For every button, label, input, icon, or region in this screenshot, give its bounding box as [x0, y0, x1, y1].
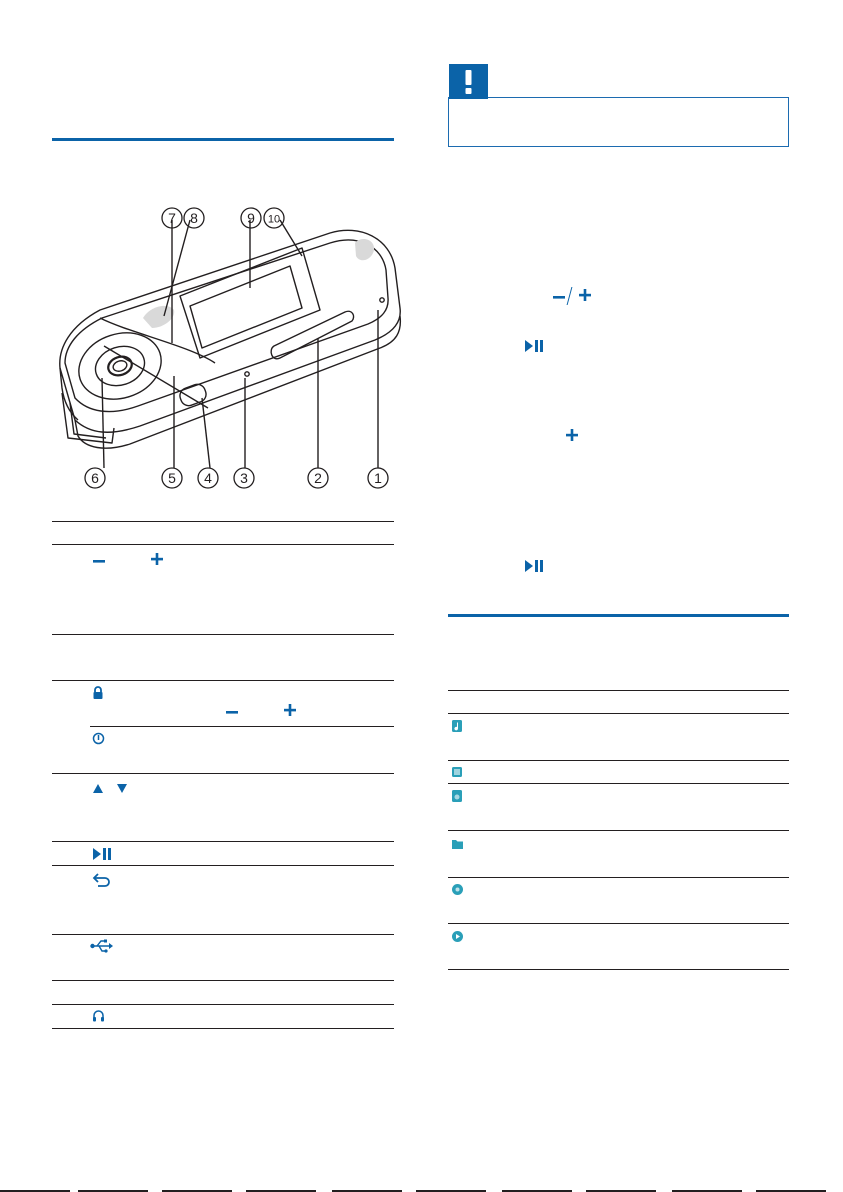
table-rule-header: [448, 713, 789, 714]
table-row-divider: [52, 634, 394, 635]
table-row-divider: [448, 923, 789, 924]
up-icon: [92, 782, 104, 794]
callout-3: [233, 467, 255, 489]
callout-5: [161, 467, 183, 489]
table-rule-bottom: [448, 969, 789, 970]
headphone-icon: [92, 1009, 105, 1022]
callout-10: [263, 207, 285, 229]
minus-icon: [225, 705, 239, 719]
table-row-divider: [52, 773, 394, 774]
callout-4: [197, 467, 219, 489]
reset-hole: [245, 372, 249, 376]
section-rule-left: [52, 138, 394, 141]
hold-switch: [178, 382, 209, 408]
callout-6: [84, 467, 106, 489]
separator-slash: [567, 287, 573, 305]
device-screen: [190, 266, 302, 348]
table-rule-top: [448, 690, 789, 691]
table-rule-bottom: [52, 1028, 394, 1029]
plus-icon: [150, 552, 164, 566]
power-icon: [92, 732, 105, 745]
minus-icon: [92, 554, 106, 568]
table-row-divider: [52, 934, 394, 935]
svg-text:9: 9: [247, 210, 255, 226]
video-icon: [451, 766, 463, 778]
minus-icon: [552, 290, 566, 304]
table-row-divider: [52, 980, 394, 981]
mic-hole: [380, 298, 384, 302]
table-row-divider: [52, 1004, 394, 1005]
plus-icon: [578, 288, 592, 302]
table-row-divider: [52, 865, 394, 866]
table-row-divider: [448, 877, 789, 878]
usb-icon: [90, 939, 114, 953]
plus-icon: [565, 428, 579, 442]
table-rule-header: [52, 544, 394, 545]
play-pause-icon: [524, 559, 548, 573]
table-row-divider: [448, 783, 789, 784]
table-row-divider-inner: [90, 726, 394, 727]
music-icon: [451, 719, 463, 733]
table-row-divider: [448, 830, 789, 831]
plus-icon: [283, 703, 297, 717]
down-icon: [116, 782, 128, 794]
svg-text:10: 10: [267, 213, 281, 226]
folder-icon: [451, 837, 464, 850]
callout-7: [161, 207, 183, 229]
table-row-divider: [448, 760, 789, 761]
caution-box: [448, 97, 789, 147]
callout-1: [367, 467, 389, 489]
svg-text:5: 5: [168, 470, 176, 486]
svg-text:3: 3: [240, 470, 248, 486]
svg-text:7: 7: [168, 210, 176, 226]
control-wheel: [70, 323, 170, 410]
caution-icon: [449, 64, 488, 99]
play-pause-icon: [92, 847, 116, 861]
settings-icon: [451, 883, 464, 896]
callout-8: [183, 207, 205, 229]
svg-text:1: 1: [374, 470, 382, 486]
callout-9: [240, 207, 262, 229]
svg-text:2: 2: [314, 470, 322, 486]
section-rule-right: [448, 614, 789, 617]
table-row-divider: [52, 680, 394, 681]
back-icon: [92, 872, 112, 888]
callout-2: [307, 467, 329, 489]
table-rule-top: [52, 521, 394, 522]
radio-icon: [451, 789, 463, 803]
device-illustration: [40, 198, 420, 498]
svg-text:8: 8: [190, 210, 198, 226]
now-playing-icon: [451, 930, 464, 943]
table-row-divider: [52, 841, 394, 842]
lock-icon: [92, 686, 104, 700]
svg-text:6: 6: [91, 470, 99, 486]
play-pause-icon: [524, 339, 548, 353]
svg-text:4: 4: [204, 470, 212, 486]
